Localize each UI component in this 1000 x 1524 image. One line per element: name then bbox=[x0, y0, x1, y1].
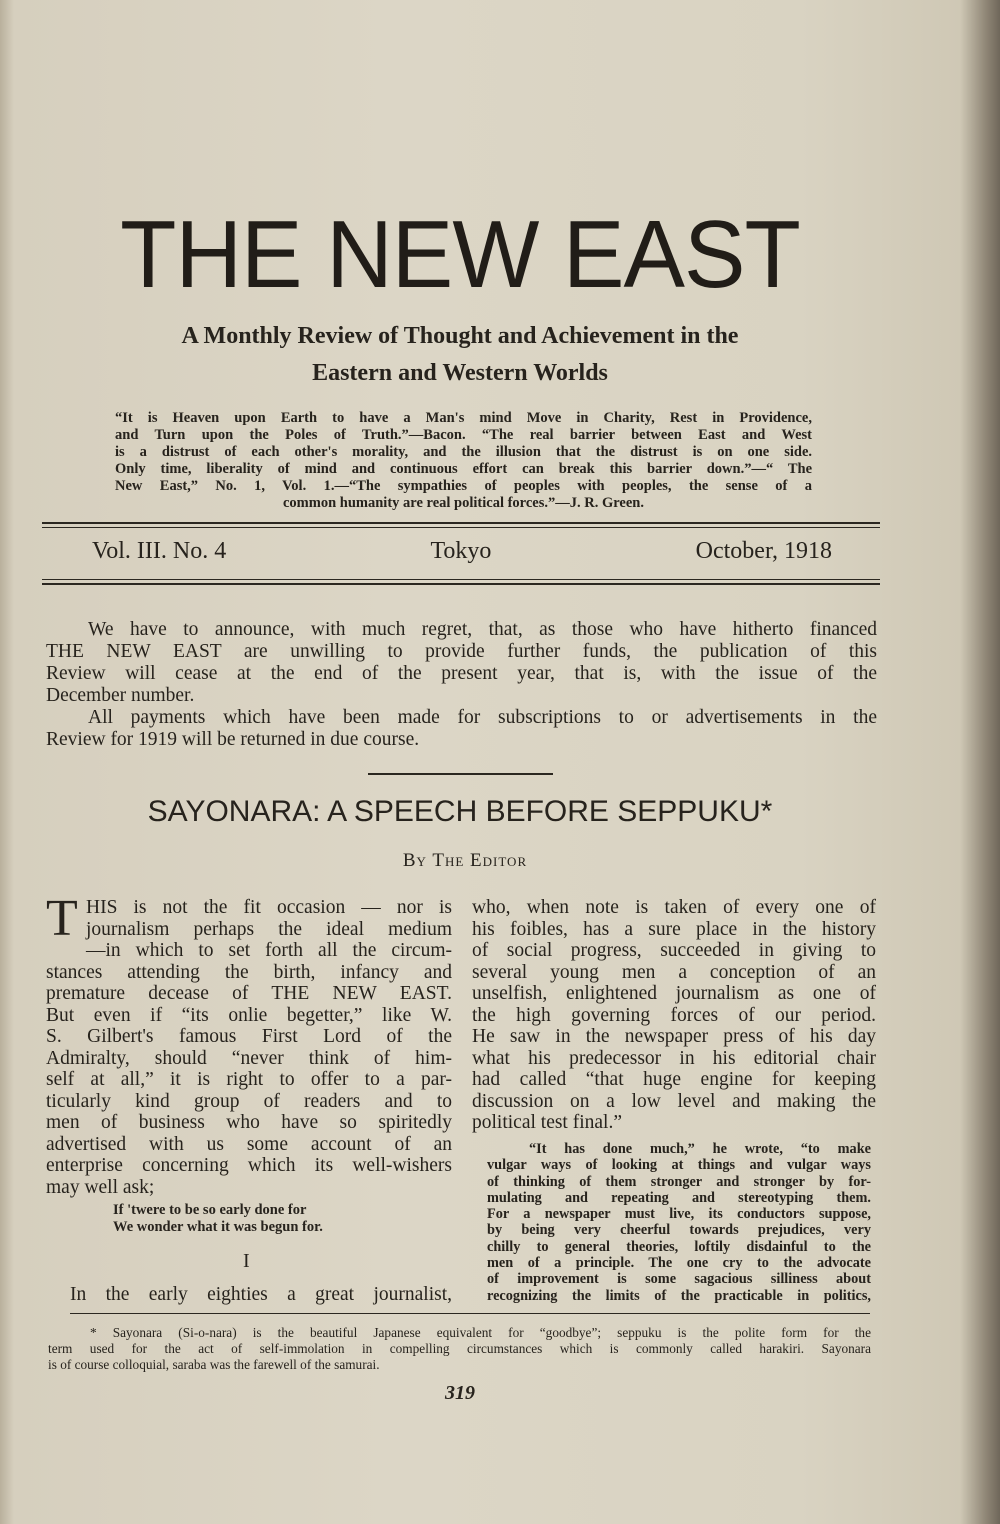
text-line: advertised with us some account of an bbox=[46, 1133, 452, 1155]
masthead-subtitle: A Monthly Review of Thought and Achievement in the bbox=[181, 323, 739, 349]
text-line: had called “that huge engine for keeping bbox=[472, 1069, 876, 1090]
left-column bbox=[46, 890, 452, 1198]
text-line: —in which to set forth all the circum- bbox=[86, 940, 452, 961]
text-line: All payments which have been made for subscriptions to or advertisements in the bbox=[88, 707, 877, 728]
divider bbox=[42, 522, 880, 524]
right-column bbox=[472, 897, 876, 1134]
text-line: THE NEW EAST are unwilling to provide further funds, the publication of this bbox=[46, 641, 877, 662]
text-line: and Turn upon the Poles of Truth.”—Bacon. “The real barrier between East and West bbox=[115, 427, 812, 443]
text-line: ticularly kind group of readers and to bbox=[46, 1090, 452, 1112]
text-line: “It has done much,” he wrote, “to make bbox=[529, 1141, 871, 1157]
drop-cap: T bbox=[46, 890, 78, 947]
text-line: is of course colloquial, saraba was the farewell of the samurai. bbox=[48, 1357, 380, 1372]
text-line: of improvement is some sagacious silliness about bbox=[487, 1271, 871, 1288]
text-line: If 'twere to be so early done for bbox=[113, 1202, 307, 1218]
text-line: enterprise concerning which its well-wishers bbox=[46, 1155, 452, 1176]
divider bbox=[42, 583, 880, 585]
text-line: Review will cease at the end of the present year, that is, with the issue of the bbox=[46, 663, 877, 684]
divider bbox=[42, 527, 880, 528]
verse-quote bbox=[113, 1202, 323, 1236]
issue-place: Tokyo bbox=[430, 538, 492, 564]
text-line: who, when note is taken of every one of bbox=[472, 897, 876, 918]
text-line: his foibles, has a sure place in the history bbox=[472, 918, 876, 940]
text-line: discussion on a low level and making the bbox=[472, 1090, 876, 1112]
text-line: of social progress, succeeded in giving to bbox=[472, 940, 876, 961]
text-line: premature decease of THE NEW EAST. bbox=[46, 983, 452, 1004]
text-line: is a distrust of each other's morality, and the illusion that the distrust is on one side. bbox=[115, 444, 812, 460]
text-line: unselfish, enlightened journalism as one of bbox=[472, 983, 876, 1004]
announcement bbox=[46, 619, 877, 751]
body-line: In the early eighties a great journalist, bbox=[70, 1284, 452, 1305]
text-line: men of a principle. The one cry to the advocate bbox=[487, 1255, 871, 1272]
section-numeral: I bbox=[243, 1250, 250, 1272]
text-line: mulating and repeating and stereotyping them. bbox=[487, 1189, 871, 1206]
section-rule bbox=[368, 773, 553, 775]
text-line: Review for 1919 will be returned in due course. bbox=[46, 729, 420, 750]
motto-block bbox=[115, 410, 812, 512]
text-line: self at all,” it is right to offer to a par- bbox=[46, 1069, 452, 1090]
text-line: Admiralty, should “never think of him- bbox=[46, 1047, 452, 1069]
masthead-subtitle-2: Eastern and Western Worlds bbox=[312, 360, 608, 386]
text-line: But even if “its onlie begetter,” like W. bbox=[46, 1004, 452, 1026]
text-line: journalism perhaps the ideal medium bbox=[86, 918, 452, 940]
text-line: * Sayonara (Si-o-nara) is the beautiful Japanese equivalent for “goodbye”; seppuku is the polite form for the bbox=[90, 1325, 871, 1340]
text-line: several young men a conception of an bbox=[472, 961, 876, 983]
text-line: stances attending the birth, infancy and bbox=[46, 961, 452, 983]
text-line: S. Gilbert's famous First Lord of the bbox=[46, 1026, 452, 1047]
divider bbox=[42, 579, 880, 580]
text-line: We have to announce, with much regret, that, as those who have hitherto financed bbox=[88, 619, 877, 640]
text-line: political test final.” bbox=[472, 1112, 622, 1133]
text-line: of thinking of them stronger and stronger by for- bbox=[487, 1173, 871, 1190]
article-heading: SAYONARA: A SPEECH BEFORE SEPPUKU* bbox=[147, 795, 773, 828]
text-line: what his predecessor in his editorial chair bbox=[472, 1047, 876, 1069]
text-line: December number. bbox=[46, 685, 195, 706]
text-line: He saw in the newspaper press of his day bbox=[472, 1026, 876, 1047]
footnote-rule bbox=[70, 1313, 870, 1314]
issue-volume: Vol. III. No. 4 bbox=[92, 538, 227, 564]
text-line: the high governing forces of our period. bbox=[472, 1004, 876, 1026]
masthead-title: THE NEW EAST bbox=[120, 201, 800, 308]
text-line: men of business who have so spiritedly bbox=[46, 1112, 452, 1133]
text-line: Only time, liberality of mind and continuous effort can break this barrier down.”—“ The bbox=[115, 461, 812, 477]
text-line: New East,” No. 1, Vol. 1.—“The sympathies of peoples with peoples, the sense of a bbox=[115, 478, 812, 494]
text-line: vulgar ways of looking at things and vulgar ways bbox=[487, 1157, 871, 1174]
article-byline: By The Editor bbox=[402, 850, 528, 871]
text-line: We wonder what it was begun for. bbox=[113, 1219, 323, 1235]
footnote bbox=[48, 1325, 871, 1373]
issue-line bbox=[92, 538, 832, 565]
text-line: by being very cheerful towards prejudices, very bbox=[487, 1222, 871, 1239]
text-line: For a newspaper must live, its conductors suppose, bbox=[487, 1206, 871, 1223]
text-line: common humanity are real political forces.”—J. R. Green. bbox=[283, 495, 644, 511]
text-line: may well ask; bbox=[46, 1176, 155, 1198]
page-number: 319 bbox=[445, 1382, 475, 1404]
text-line: chilly to general theories, loftily disdainful to the bbox=[487, 1238, 871, 1255]
text-line: recognizing the limits of the practicable in politics, bbox=[487, 1287, 871, 1304]
text-line: term used for the act of self-immolation in compelling circumstances which is commonly called harakiri. Sayonara bbox=[48, 1341, 871, 1356]
issue-date: October, 1918 bbox=[695, 538, 832, 564]
text-line: “It is Heaven upon Earth to have a Man's mind Move in Charity, Rest in Providence, bbox=[115, 410, 812, 426]
block-quote bbox=[487, 1141, 871, 1304]
text-line: HIS is not the fit occasion — nor is bbox=[86, 897, 452, 918]
